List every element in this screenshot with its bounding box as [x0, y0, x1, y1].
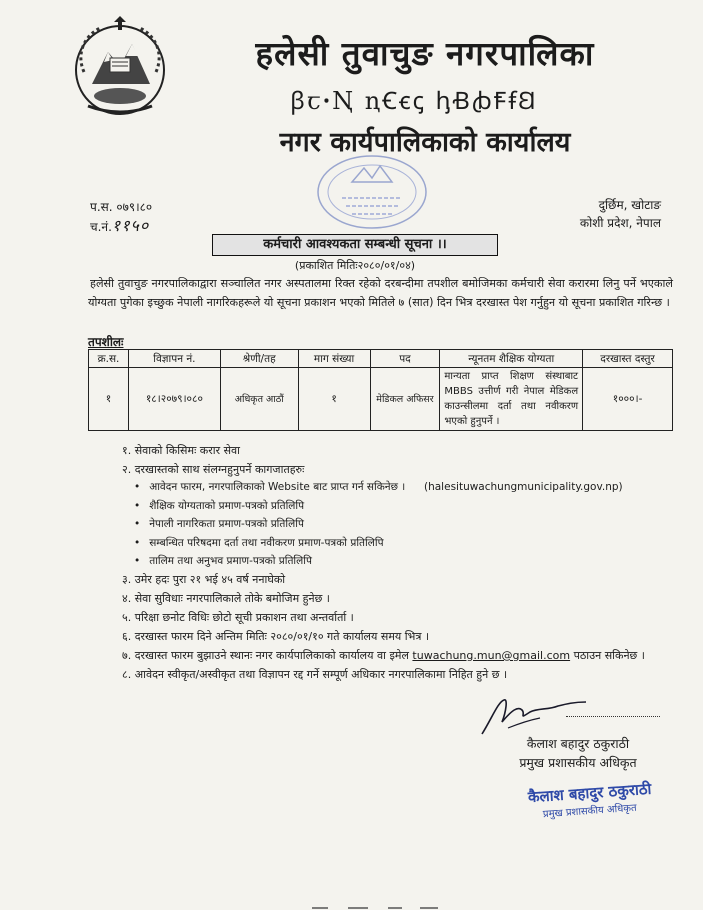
page-bottom-fragment	[308, 898, 448, 910]
vacancy-table	[88, 349, 673, 431]
doc-item: • नेपाली नागरिकता प्रमाण-पत्रको प्रतिलिपि	[134, 517, 304, 531]
cell-ad-no: १८।२०७९।०८०	[128, 368, 220, 431]
notice-heading: कर्मचारी आवश्यकता सम्बन्धी सूचना ।।	[212, 234, 498, 256]
doc-item: • आवेदन फारम, नगरपालिकाको Website बाट प्राप्त गर्न सकिनेछ ।	[134, 480, 405, 494]
cell-count: १	[298, 368, 370, 431]
email-link[interactable]: tuwachung.mun@gmail.com	[412, 649, 571, 662]
signer-title: प्रमुख प्रशासकीय अधिकृत	[519, 755, 637, 770]
handwritten-signature	[478, 688, 590, 740]
fiscal-year-ref: प.स. ०७९।८०	[90, 200, 153, 214]
notice-body: हलेसी तुवाचुङ नगरपालिकाद्वारा सञ्चालित नगर अस्पतालमा रिक्त रहेको दरबन्दीमा तपशील बमोजिमका कर्मचारी सेवा करारमा लिनु पर्ने भएकाले योग्यता पुगेका इच्छुक नेपाली नागरिकहरूले यो सूचना प्रकाशन भएको मितिले ७ (सात) दिन भित्र दरखास्त पेश गर्नुहुन यो सूचना प्रकाशित गरिन्छ ।	[88, 277, 673, 309]
condition-1: १. सेवाको किसिमः करार सेवा	[122, 444, 240, 457]
cell-qualification: मान्यता प्राप्त शिक्षण संस्थाबाट MBBS उत्तीर्ण गरी नेपाल मेडिकल काउन्सीलमा दर्ता तथा नवीकरण भएको हुनुपर्ने ।	[440, 368, 583, 431]
svg-text:कैलाश बहादुर ठकुराठी: कैलाश बहादुर ठकुराठी	[527, 779, 652, 807]
signer-name: कैलाश बहादुर ठकुराठी	[526, 736, 630, 751]
website-link[interactable]: (halesituwachungmunicipality.gov.np)	[424, 481, 623, 493]
published-date: (प्रकाशित मितिः२०८०/०१/०४)	[294, 259, 416, 272]
doc-item: • तालिम तथा अनुभव प्रमाण-पत्रको प्रतिलिपि	[134, 554, 312, 568]
condition-6: ६. दरखास्त फारम दिने अन्तिम मितिः २०८०/०१/१० गते कार्यालय समय भित्र ।	[122, 630, 430, 643]
table-header-row	[89, 350, 673, 368]
doc-item: • शैक्षिक योग्यताको प्रमाण-पत्रको प्रतिलिपि	[134, 499, 304, 513]
condition-7: ७. दरखास्त फारम बुझाउने स्थानः नगर कार्यपालिकाको कार्यालय वा इमेल tuwachung.mun@gmail.com पठाउन सकिनेछ ।	[122, 649, 645, 662]
cell-sn: १	[89, 368, 129, 431]
header-level: श्रेणी/तह	[220, 350, 298, 368]
condition-2: २. दरखास्तको साथ संलग्नहुनुपर्ने कागजातहरुः	[122, 463, 305, 476]
municipality-title-script: ꞵꞇꞏꞐ ꞑꞒꞓꞔ ꞕꞖꞗꞘꞙꞚ	[290, 87, 538, 115]
address-line-1: दुर्छिम, खोटाङ	[598, 198, 661, 212]
svg-text:प्रमुख प्रशासकीय अधिकृत: प्रमुख प्रशासकीय अधिकृत	[542, 802, 638, 820]
header-count: माग संख्या	[298, 350, 370, 368]
address-line-2: कोशी प्रदेश, नेपाल	[579, 216, 661, 230]
header-ad-no: विज्ञापन नं.	[128, 350, 220, 368]
header-fee: दरखास्त दस्तुर	[583, 350, 673, 368]
details-label: तपशीलः	[88, 335, 124, 349]
nepal-municipality-emblem-icon	[66, 14, 174, 122]
name-stamp	[515, 776, 665, 820]
header-post: पद	[370, 350, 440, 368]
cell-fee: १०००।-	[583, 368, 673, 431]
condition-4: ४. सेवा सुविधाः नगरपालिकाले तोके बमोजिम हुनेछ ।	[122, 592, 330, 605]
dispatch-number: च.नं.११५०	[90, 216, 150, 235]
condition-3: ३. उमेर हदः पुरा २१ भई ४५ वर्ष ननाघेको	[122, 573, 286, 586]
office-round-stamp-icon	[312, 152, 432, 232]
condition-8: ८. आवेदन स्वीकृत/अस्वीकृत तथा विज्ञापन रद्द गर्ने सम्पूर्ण अधिकार नगरपालिकामा निहित हुने छ ।	[122, 668, 508, 681]
doc-item: • सम्बन्धित परिषदमा दर्ता तथा नवीकरण प्रमाण-पत्रको प्रतिलिपि	[134, 536, 384, 550]
municipality-title: हलेसी तुवाचुङ नगरपालिका	[255, 34, 595, 73]
header-qualification: न्यूनतम शैक्षिक योग्यता	[440, 350, 583, 368]
signature-line	[566, 716, 660, 717]
header-sn: क्र.स.	[89, 350, 129, 368]
condition-5: ५. परिक्षा छनोट विधिः छोटो सूची प्रकाशन तथा अन्तर्वार्ता ।	[122, 611, 354, 624]
table-row	[89, 368, 673, 431]
cell-level: अधिकृत आठौं	[220, 368, 298, 431]
office-title: नगर कार्यपालिकाको कार्यालय	[279, 127, 571, 158]
cell-post: मेडिकल अफिसर	[370, 368, 440, 431]
